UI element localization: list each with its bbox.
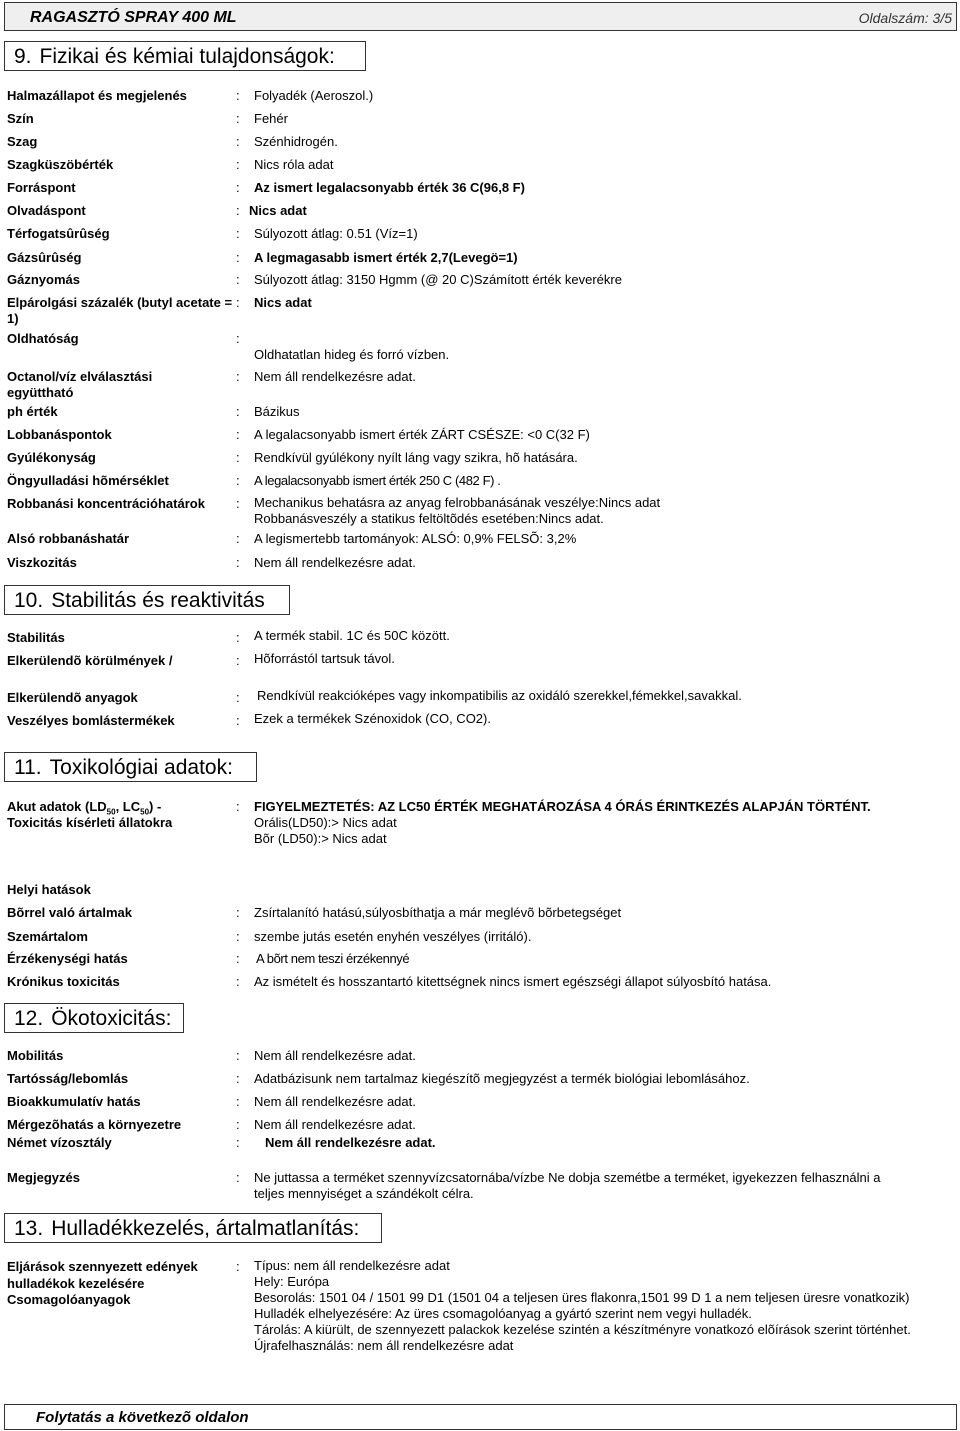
row-value: Nem áll rendelkezésre adat. (254, 369, 416, 384)
waste-line: Újrafelhasználás: nem áll rendelkezésre adat (254, 1338, 514, 1353)
continuation-note: Folytatás a következõ oldalon (36, 1409, 249, 1426)
row-value: Hõforrástól tartsuk távol. (254, 651, 395, 666)
page-number: Oldalszám: 3/5 (858, 10, 952, 26)
row-label: Tartósság/lebomlás (7, 1071, 129, 1086)
waste-label-line2: hulladékok kezelésére (7, 1276, 145, 1291)
row-label: Gázsûrûség (7, 250, 82, 265)
row-label: Bioakkumulatív hatás (7, 1094, 141, 1109)
separator: : (236, 1048, 240, 1063)
separator: : (236, 1170, 240, 1185)
row-label: Szag (7, 134, 38, 149)
row-value: Az ismert legalacsonyabb érték 36 C(96,8 F) (254, 180, 525, 195)
acute-data-label-line2: Toxicitás kísérleti állatokra (7, 815, 173, 830)
row-value: Bázikus (254, 404, 300, 419)
separator: : (236, 1259, 240, 1274)
row-value: Adatbázisunk nem tartalmaz kiegészítõ megjegyzést a termék biológiai lebomlásához. (254, 1071, 750, 1086)
row-label: Szemártalom (7, 929, 88, 944)
row-label: Octanol/víz elválasztási (7, 369, 153, 384)
section-title (14, 589, 265, 613)
row-label: Olvadáspont (7, 203, 86, 218)
row-value-line2: teljes mennyiséget a szándékolt célra. (254, 1186, 474, 1201)
acute-dermal: Bõr (LD50):> Nics adat (254, 831, 387, 846)
section-number: 13. (14, 1217, 44, 1240)
product-title: RAGASZTÓ SPRAY 400 ML (30, 9, 237, 26)
subscript: 50 (106, 807, 116, 817)
row-label: Veszélyes bomlástermékek (7, 713, 175, 728)
acute-label-part: Akut adatok (LD (7, 799, 107, 814)
row-value: A legismertebb tartományok: ALSÓ: 0,9% FELSÕ: 3,2% (254, 531, 577, 546)
row-value: Szénhidrogén. (254, 134, 338, 149)
waste-line: Típus: nem áll rendelkezésre adat (254, 1258, 450, 1273)
row-label: Bõrrel való ártalmak (7, 905, 133, 920)
section-10-heading (4, 585, 290, 615)
section-13-heading (4, 1213, 382, 1243)
row-label: Forráspont (7, 180, 76, 195)
row-label: Gyúlékonyság (7, 450, 96, 465)
row-value: Rendkívül gyúlékony nyílt láng vagy szikra, hõ hatására. (254, 450, 578, 465)
separator: : (236, 1117, 240, 1132)
separator: : (236, 111, 240, 126)
row-label: Érzékenységi hatás (7, 951, 128, 966)
section-title (14, 756, 233, 780)
section-title-text: Stabilitás és reaktivitás (51, 589, 265, 612)
row-label: Robbanási koncentrációhatárok (7, 496, 205, 511)
row-value: Rendkívül reakcióképes vagy inkompatibilis az oxidáló szerekkel,fémekkel,savakkal. (257, 688, 742, 703)
separator: : (236, 555, 240, 570)
section-title-text: Hulladékkezelés, ártalmatlanítás: (51, 1217, 360, 1240)
acute-label-part: ) - (149, 799, 162, 814)
row-value: Nem áll rendelkezésre adat. (254, 1048, 416, 1063)
row-value: Nem áll rendelkezésre adat. (254, 555, 416, 570)
row-value: A bõrt nem teszi érzékennyé (256, 951, 410, 966)
row-value: Súlyozott átlag: 0.51 (Víz=1) (254, 226, 418, 241)
row-label: Elkerülendõ anyagok (7, 690, 138, 705)
row-value: szembe jutás esetén enyhén veszélyes (irritáló). (254, 929, 532, 944)
separator: : (236, 1094, 240, 1109)
row-label: Halmazállapot és megjelenés (7, 88, 187, 103)
row-label: Öngyulladási hõmérséklet (7, 473, 169, 488)
separator: : (236, 799, 240, 814)
section-title (14, 1007, 171, 1031)
separator: : (236, 157, 240, 172)
separator: : (236, 929, 240, 944)
separator: : (236, 450, 240, 465)
row-label: Szagküszöbérték (7, 157, 114, 172)
row-label-line2: együttható (7, 385, 74, 400)
row-value: Folyadék (Aeroszol.) (254, 88, 374, 103)
section-11-heading (4, 752, 257, 782)
document-header (4, 2, 957, 31)
separator: : (236, 473, 240, 488)
row-label: Német vízosztály (7, 1135, 112, 1150)
waste-line: Tárolás: A kiürült, de szennyezett palackok kezelése szintén a készítményre vonatkozó elõírások szerint történhet. (254, 1322, 911, 1337)
separator: : (236, 404, 240, 419)
separator: : (236, 496, 240, 511)
section-title (14, 45, 335, 69)
waste-label-line3: Csomagolóanyagok (7, 1292, 131, 1307)
row-value: Nem áll rendelkezésre adat. (254, 1094, 416, 1109)
separator: : (236, 630, 240, 645)
row-value: Nem áll rendelkezésre adat. (265, 1135, 436, 1150)
separator: : (236, 905, 240, 920)
row-label-line2: 1) (7, 311, 19, 326)
separator: : (236, 295, 240, 310)
separator: : (236, 134, 240, 149)
row-value: Nem áll rendelkezésre adat. (254, 1117, 416, 1132)
local-effects-heading: Helyi hatások (7, 882, 91, 897)
section-number: 11. (14, 756, 42, 779)
row-value: Zsírtalanító hatású,súlyosbíthatja a már meglévõ bõrbetegséget (254, 905, 622, 920)
row-label: Megjegyzés (7, 1170, 80, 1185)
row-value: A legmagasabb ismert érték 2,7(Levegö=1) (254, 250, 518, 265)
separator: : (236, 88, 240, 103)
row-label: Alsó robbanáshatár (7, 531, 130, 546)
separator: : (236, 272, 240, 287)
section-number: 12. (14, 1007, 44, 1030)
separator: : (236, 653, 240, 668)
row-value-line2: Robbanásveszély a statikus feltöltõdés esetében:Nincs adat. (254, 511, 604, 526)
row-value: A termék stabil. 1C és 50C között. (254, 628, 450, 643)
row-label: Oldhatóság (7, 331, 79, 346)
separator: : (236, 250, 240, 265)
row-label: Szín (7, 111, 34, 126)
section-title-text: Toxikológiai adatok: (49, 756, 233, 779)
acute-label-part: , LC (115, 799, 141, 814)
separator: : (236, 974, 240, 989)
row-value: Oldhatatlan hideg és forró vízben. (254, 347, 450, 362)
row-label: Krónikus toxicitás (7, 974, 120, 989)
row-label: Lobbanáspontok (7, 427, 112, 442)
row-label: Elkerülendõ körülmények / (7, 653, 173, 668)
separator: : (236, 531, 240, 546)
row-value: A legalacsonyabb ismert érték 250 C (482 F) . (254, 473, 501, 488)
row-value: Nics adat (249, 203, 307, 218)
row-value: Nics adat (254, 295, 312, 310)
section-number: 9. (14, 45, 32, 68)
row-label: Mérgezõhatás a környezetre (7, 1117, 182, 1132)
row-label: Mobilitás (7, 1048, 64, 1063)
separator: : (236, 690, 240, 705)
row-value: Súlyozott átlag: 3150 Hgmm (@ 20 C)Számított érték keverékre (254, 272, 622, 287)
subscript: 50 (140, 807, 150, 817)
waste-line: Hely: Európa (254, 1274, 330, 1289)
separator: : (236, 1071, 240, 1086)
row-value: Mechanikus behatásra az anyag felrobbanásának veszélye:Nincs adat (254, 495, 661, 510)
separator: : (236, 203, 240, 218)
waste-line: Hulladék elhelyezésére: Az üres csomagolóanyag a gyártó szerint nem vegyi hulladék. (254, 1306, 752, 1321)
separator: : (236, 331, 240, 346)
row-label: Gáznyomás (7, 272, 80, 287)
section-12-heading (4, 1003, 184, 1033)
separator: : (236, 951, 240, 966)
acute-warning: FIGYELMEZTETÉS: AZ LC50 ÉRTÉK MEGHATÁROZÁSA 4 ÓRÁS ÉRINTKEZÉS ALAPJÁN TÖRTÉNT. (254, 799, 871, 814)
section-title-text: Ökotoxicitás: (51, 1007, 172, 1030)
row-value: Az ismételt és hosszantartó kitettségnek nincs ismert egészségi állapot súlyosbító hatása. (254, 974, 772, 989)
separator: : (236, 226, 240, 241)
row-label: Elpárolgási százalék (butyl acetate = (7, 295, 233, 310)
waste-line: Besorolás: 1501 04 / 1501 99 D1 (1501 04 a teljesen üres flakonra,1501 99 D 1 a nem teljesen üresre vonatkozik) (254, 1290, 910, 1305)
separator: : (236, 180, 240, 195)
row-value: A legalacsonyabb ismert érték ZÁRT CSÉSZE: <0 C(32 F) (254, 427, 590, 442)
separator: : (236, 1135, 240, 1150)
section-number: 10. (14, 589, 44, 612)
row-label: Stabilitás (7, 630, 65, 645)
waste-label: Eljárások szennyezett edények (7, 1259, 198, 1274)
section-9-heading (4, 41, 366, 71)
row-value: Nics róla adat (254, 157, 334, 172)
document-footer (4, 1404, 957, 1430)
separator: : (236, 369, 240, 384)
section-title-text: Fizikai és kémiai tulajdonságok: (39, 45, 335, 68)
separator: : (236, 713, 240, 728)
section-title (14, 1217, 359, 1241)
row-value: Fehér (254, 111, 288, 126)
row-label: Térfogatsûrûség (7, 226, 110, 241)
row-label: ph érték (7, 404, 58, 419)
row-value: Ezek a termékek Szénoxidok (CO, CO2). (254, 711, 491, 726)
acute-oral: Orális(LD50):> Nics adat (254, 815, 397, 830)
row-value: Ne juttassa a terméket szennyvízcsatornába/vízbe Ne dobja szemétbe a terméket, igyekezzen felhasználni a (254, 1170, 881, 1185)
separator: : (236, 427, 240, 442)
row-label: Viszkozitás (7, 555, 77, 570)
